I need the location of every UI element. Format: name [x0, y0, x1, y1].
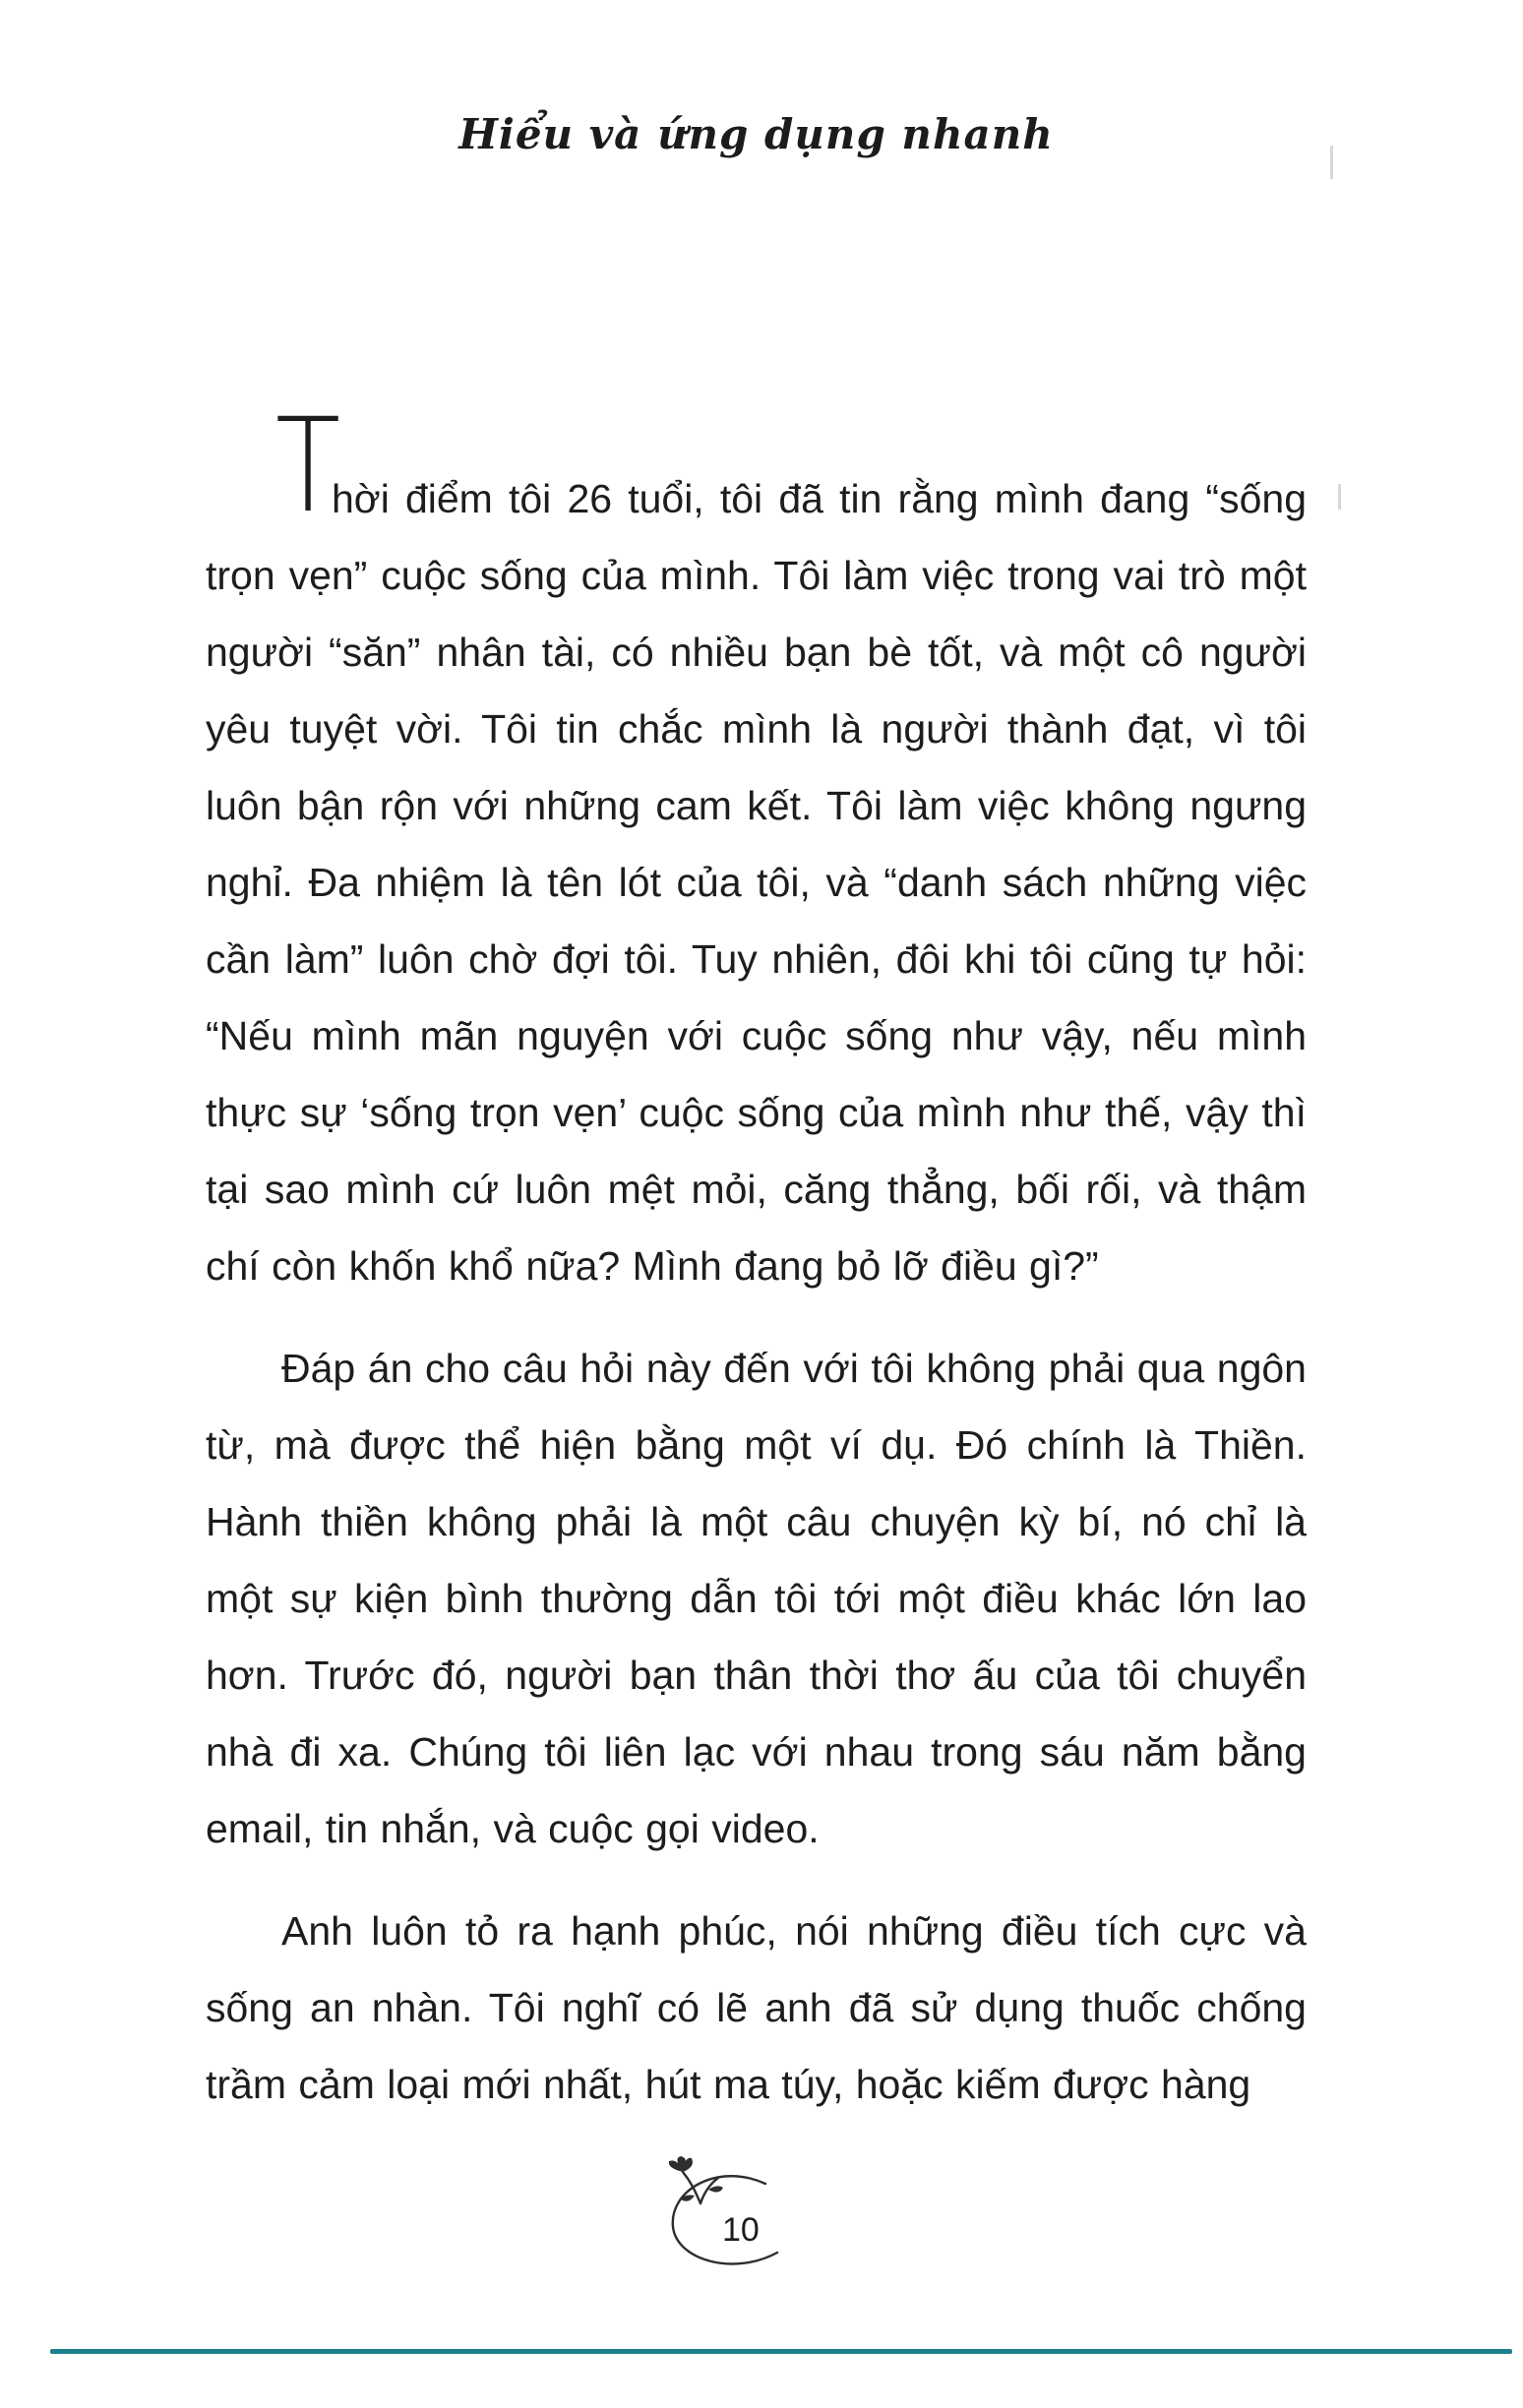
running-head-title: Hiểu và ứng dụng nhanh: [458, 110, 1054, 158]
page-body: [206, 460, 1307, 2123]
paragraph: hời điểm tôi 26 tuổi, tôi đã tin rằng mình đang “sống trọn vẹn” cuộc sống của mình. Tôi làm việc trong vai trò một người “săn” nhân tài, có nhiều bạn bè tốt, và một cô người yêu tuyệt vời. Tôi tin chắc mình là người thành đạt, vì tôi luôn bận rộn với những cam kết. Tôi làm việc không ngưng nghỉ. Đa nhiệm là tên lót của tôi, và “danh sách những việc cần làm” luôn chờ đợi tôi. Tuy nhiên, đôi khi tôi cũng tự hỏi: “Nếu mình mãn nguyện với cuộc sống như vậy, nếu mình thực sự ‘sống trọn vẹn’ cuộc sống của mình như thế, vậy thì tại sao mình cứ luôn mệt mỏi, căng thẳng, bối rối, và thậm chí còn khốn khổ nữa? Mình đang bỏ lỡ điều gì?”: [206, 476, 1307, 1289]
paragraph: Đáp án cho câu hỏi này đến với tôi không phải qua ngôn từ, mà được thể hiện bằng một ví dụ. Đó chính là Thiền. Hành thiền không phải là một câu chuyện kỳ bí, nó chỉ là một sự kiện bình thường dẫn tôi tới một điều khác lớn lao hơn. Trước đó, người bạn thân thời thơ ấu của tôi chuyển nhà đi xa. Chúng tôi liên lạc với nhau trong sáu năm bằng email, tin nhắn, và cuộc gọi video.: [206, 1346, 1307, 1851]
page-number: 10: [722, 2211, 760, 2249]
scan-artifact: [1330, 146, 1333, 179]
bottom-accent-line: [50, 2349, 1512, 2354]
page-footer: [649, 2156, 807, 2289]
drop-cap: T: [275, 391, 341, 542]
paragraph: Anh luôn tỏ ra hạnh phúc, nói những điều tích cực và sống an nhàn. Tôi nghĩ có lẽ anh đã sử dụng thuốc chống trầm cảm loại mới nhất, hút ma túy, hoặc kiếm được hàng: [206, 1908, 1307, 2107]
scan-artifact: [1338, 484, 1341, 510]
